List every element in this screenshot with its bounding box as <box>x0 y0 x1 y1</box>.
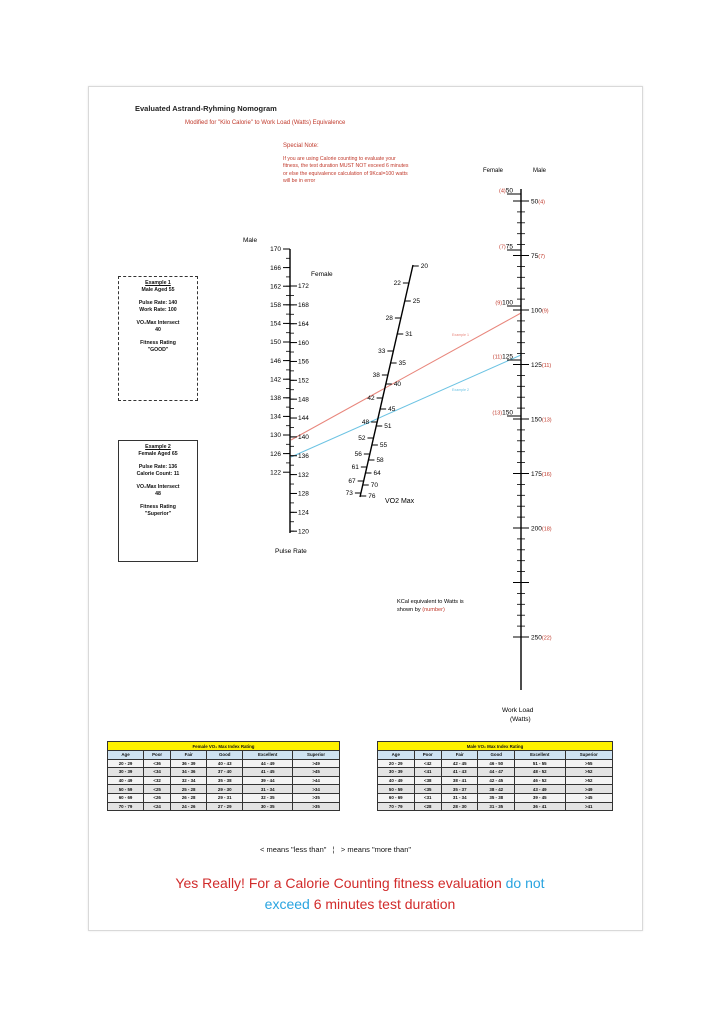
work-male-label <box>531 199 545 206</box>
vo2-right-tick-label: 58 <box>376 457 384 465</box>
work-male-watts: 125 <box>531 362 542 369</box>
work-female-kcal: (11) <box>492 354 503 361</box>
vo2-right-tick-label: 70 <box>370 482 378 490</box>
table-cell: 27 - 29 <box>207 802 243 811</box>
special-note-line: fitness, the test duration MUST NOT exceed 6 minutes <box>283 163 409 170</box>
table-caption: Male VO₂ Max Index Rating <box>378 742 613 751</box>
table-row <box>108 759 340 768</box>
vo2-left-tick-label: 67 <box>348 478 356 486</box>
work-male-watts: 100 <box>531 307 542 315</box>
vo2-left-tick-label: 33 <box>378 348 386 356</box>
footer-text-3: exceed <box>264 896 310 912</box>
table-header-row <box>378 751 613 760</box>
table-cell: 44 - 49 <box>243 759 293 768</box>
pulse-rate-label: Pulse Rate <box>275 548 307 555</box>
table-cell: 40 - 49 <box>108 776 144 785</box>
footer-text-4: 6 minutes test duration <box>313 896 456 912</box>
column-header: Fair <box>441 751 478 760</box>
pulse-female-tick-label: 152 <box>298 377 309 385</box>
table-cell: 51 - 55 <box>515 759 566 768</box>
work-male-watts: 175 <box>531 471 542 478</box>
pulse-male-tick-label: 126 <box>270 450 281 458</box>
example2-pulse: Pulse Rate: 136 <box>138 464 178 470</box>
column-header: Fair <box>171 751 207 760</box>
kcal-note-line: KCal equivalent to Watts is <box>397 599 464 605</box>
table-cell: 60 - 69 <box>378 793 415 802</box>
column-header: Poor <box>144 751 171 760</box>
example1-fitness-value: "GOOD" <box>147 347 169 353</box>
table-cell: 29 - 31 <box>207 793 243 802</box>
work-female-label <box>499 244 513 251</box>
table-caption: Female VO₂ Max Index Rating <box>108 742 340 751</box>
pulse-male-tick-label: 158 <box>270 302 281 309</box>
pulse-male-tick-label: 162 <box>270 283 281 291</box>
pulse-female-tick-label: 168 <box>298 302 309 310</box>
table-cell: <42 <box>414 759 441 768</box>
pulse-male-tick-label: 134 <box>270 413 281 421</box>
work-male-kcal: (13) <box>541 417 552 424</box>
work-female-header: Female <box>483 168 504 174</box>
column-header: Superior <box>565 751 612 760</box>
table-row <box>108 802 340 811</box>
symbol-legend <box>260 845 411 854</box>
work-male-label <box>531 417 552 424</box>
kcal-note-text: shown by <box>397 607 421 613</box>
vo2-right-tick-label: 40 <box>393 381 402 389</box>
work-female-kcal: (9) <box>495 300 503 307</box>
table-cell: 30 - 35 <box>243 802 293 811</box>
work-female-label <box>499 188 513 195</box>
work-female-label <box>495 300 513 307</box>
table-cell: <25 <box>144 785 171 794</box>
pulse-male-tick-label: 142 <box>270 376 281 384</box>
special-note-line: will be in error <box>283 178 316 185</box>
table-cell: 31 - 34 <box>441 793 478 802</box>
special-note-line: If you are using Calorie counting to evaluate your <box>283 156 396 162</box>
table-cell: >55 <box>565 759 612 768</box>
column-header: Age <box>378 751 415 760</box>
work-male-label <box>531 362 551 369</box>
table-row <box>108 793 340 802</box>
pulse-male-header: Male <box>243 237 258 244</box>
work-female-watts: 75 <box>505 243 513 251</box>
vo2-axis <box>360 265 413 497</box>
work-male-label <box>531 253 545 260</box>
table-cell: <26 <box>144 793 171 802</box>
pulse-male-tick-label: 146 <box>270 357 281 365</box>
table-cell: >52 <box>565 776 612 785</box>
column-header: Poor <box>414 751 441 760</box>
vo2-right-tick-label: 55 <box>379 442 388 450</box>
table-cell: 41 - 45 <box>243 768 293 777</box>
table-cell: 42 - 45 <box>441 759 478 768</box>
table-cell: 34 - 36 <box>171 768 207 777</box>
column-header: Excellent <box>243 751 293 760</box>
work-male-kcal: (16) <box>541 472 552 478</box>
footer-text-2: do not <box>505 875 545 891</box>
example2-calories: Calorie Count: 11 <box>136 471 180 477</box>
vo2-right-tick-label: 64 <box>373 470 381 478</box>
work-load-label: Work Load <box>502 707 534 714</box>
work-male-label <box>531 308 549 315</box>
table-cell: 38 - 41 <box>441 776 478 785</box>
table-cell: >52 <box>565 768 612 777</box>
column-header: Excellent <box>515 751 566 760</box>
pulse-female-tick-label: 156 <box>298 358 309 366</box>
column-header: Age <box>108 751 144 760</box>
vo2-right-tick-label: 35 <box>398 360 406 368</box>
legend-separator: ¦ <box>332 845 335 854</box>
vo2-right-tick-label: 31 <box>405 331 413 339</box>
table-cell: 46 - 52 <box>515 776 566 785</box>
table-row <box>378 785 613 794</box>
table-cell: >35 <box>293 793 340 802</box>
pulse-male-tick-label: 138 <box>270 395 281 402</box>
table-cell: 20 - 29 <box>378 759 415 768</box>
table-row <box>378 768 613 777</box>
table-cell: >41 <box>565 802 612 811</box>
table-cell: 41 - 43 <box>441 768 478 777</box>
table-cell: 44 - 47 <box>478 768 515 777</box>
table-cell: 36 - 39 <box>171 759 207 768</box>
table-cell: 35 - 38 <box>478 793 515 802</box>
pulse-female-tick-label: 128 <box>298 490 309 498</box>
column-header: Good <box>478 751 515 760</box>
table-cell: 31 - 34 <box>243 785 293 794</box>
example2-vo2-label: VO₂Max Intersect <box>136 484 180 490</box>
pulse-female-tick-label: 136 <box>298 452 309 460</box>
table-cell: >34 <box>293 785 340 794</box>
footer-warning <box>120 873 600 915</box>
table-cell: <38 <box>414 776 441 785</box>
work-female-label <box>492 410 513 417</box>
example2-subject: Female Aged 65 <box>138 451 178 457</box>
pulse-rate-scale <box>270 246 309 535</box>
example1-pulse: Pulse Rate: 140 <box>138 300 178 306</box>
table-cell: 24 - 26 <box>171 802 207 811</box>
table-cell: <36 <box>144 759 171 768</box>
work-male-label <box>531 635 552 642</box>
table-header-row <box>108 751 340 760</box>
female-vo2-table <box>107 741 340 811</box>
vo2-right-tick-label: 51 <box>384 423 392 431</box>
table-cell: 46 - 50 <box>478 759 515 768</box>
vo2-max-label: VO2 Max <box>385 498 415 505</box>
table-cell: 35 - 37 <box>441 785 478 794</box>
table-cell: 30 - 39 <box>378 768 415 777</box>
table-cell: 48 - 52 <box>515 768 566 777</box>
table-row <box>378 776 613 785</box>
table-cell: 20 - 29 <box>108 759 144 768</box>
work-female-watts: 100 <box>502 299 513 307</box>
example1-vo2-value: 40 <box>155 327 161 333</box>
table-cell: >49 <box>293 759 340 768</box>
table-row <box>108 768 340 777</box>
table-cell: 40 - 49 <box>378 776 415 785</box>
work-male-label <box>531 471 552 478</box>
work-female-watts: 125 <box>502 353 513 361</box>
table-cell: 31 - 35 <box>478 802 515 811</box>
example1-fitness-label: Fitness Rating <box>140 340 176 346</box>
table-cell: >45 <box>565 793 612 802</box>
column-header: Good <box>207 751 243 760</box>
pulse-female-tick-label: 164 <box>298 320 309 328</box>
table-cell: <32 <box>144 776 171 785</box>
table-cell: 26 - 28 <box>171 793 207 802</box>
kcal-note-line <box>397 607 445 613</box>
work-male-kcal: (4) <box>538 199 545 206</box>
example1-subject: Male Aged 55 <box>141 287 175 293</box>
work-male-watts: 200 <box>531 525 542 533</box>
vo2-left-tick-label: 22 <box>393 280 401 288</box>
table-cell: 70 - 79 <box>378 802 415 811</box>
table-cell: <35 <box>414 785 441 794</box>
example2-fitness-label: Fitness Rating <box>140 504 176 510</box>
table-cell: 25 - 28 <box>171 785 207 794</box>
pulse-female-tick-label: 140 <box>298 434 309 442</box>
vo2-left-tick-label: 52 <box>358 435 366 443</box>
vo2-right-tick-label: 20 <box>420 263 429 271</box>
work-female-kcal: (4) <box>499 188 506 195</box>
table-cell: >44 <box>293 776 340 785</box>
table-cell: <28 <box>414 802 441 811</box>
work-load-unit: (Watts) <box>510 716 531 723</box>
work-female-watts: 50 <box>505 187 513 195</box>
work-male-watts: 75 <box>531 253 539 260</box>
work-male-watts: 250 <box>531 634 542 642</box>
table-cell: >49 <box>565 785 612 794</box>
vo2-left-tick-label: 42 <box>367 395 375 403</box>
table-cell: 42 - 45 <box>478 776 515 785</box>
work-male-kcal: (18) <box>541 526 552 533</box>
example2-line-label: Example 2 <box>452 388 469 392</box>
pulse-male-tick-label: 150 <box>270 339 281 347</box>
table-row <box>378 793 613 802</box>
table-cell: <24 <box>144 802 171 811</box>
column-header: Superior <box>293 751 340 760</box>
vo2-left-tick-label: 48 <box>361 419 370 427</box>
kcal-note-number: (number) <box>422 607 445 613</box>
work-male-kcal: (22) <box>541 635 552 642</box>
vo2-right-tick-label: 25 <box>412 298 421 306</box>
work-male-header: Male <box>533 168 547 174</box>
example1-line-label: Example 1 <box>452 333 469 337</box>
pulse-male-tick-label: 154 <box>270 320 281 328</box>
pulse-male-tick-label: 170 <box>270 246 281 254</box>
example2-fitness-value: "Superior" <box>144 511 172 517</box>
table-cell: 39 - 45 <box>515 793 566 802</box>
example1-vo2-label: VO₂Max Intersect <box>136 320 180 326</box>
work-male-label <box>531 526 552 533</box>
pulse-male-tick-label: 122 <box>270 469 281 477</box>
less-than-legend: < means "less than" <box>260 845 327 854</box>
table-cell: 35 - 38 <box>207 776 243 785</box>
vo2-right-tick-label: 45 <box>388 406 396 414</box>
table-cell: >45 <box>293 768 340 777</box>
pulse-male-tick-label: 166 <box>270 264 281 272</box>
table-cell: 37 - 40 <box>207 768 243 777</box>
example2-box <box>118 440 198 562</box>
work-female-watts: 150 <box>502 409 513 417</box>
vo2-left-tick-label: 38 <box>372 372 380 380</box>
nomogram-title: Evaluated Astrand-Ryhming Nomogram <box>135 104 277 113</box>
table-cell: 36 - 41 <box>515 802 566 811</box>
example2-vo2-value: 48 <box>155 491 161 497</box>
table-cell: 29 - 30 <box>207 785 243 794</box>
nomogram-subtitle: Modified for "Kilo Calorie" to Work Load (Watts) Equivalence <box>185 120 346 126</box>
work-male-kcal: (9) <box>541 308 549 315</box>
table-cell: 32 - 35 <box>243 793 293 802</box>
table-cell: 38 - 42 <box>478 785 515 794</box>
work-male-watts: 50 <box>531 198 539 206</box>
table-cell: 28 - 30 <box>441 802 478 811</box>
table-cell: 32 - 34 <box>171 776 207 785</box>
vo2-max-scale <box>346 263 429 500</box>
special-note-heading: Special Note: <box>283 143 319 149</box>
example2-heading: Example 2 <box>145 444 171 450</box>
table-cell: 50 - 59 <box>108 785 144 794</box>
work-female-kcal: (7) <box>499 244 506 251</box>
example1-work: Work Rate: 100 <box>139 307 177 313</box>
work-female-kcal: (13) <box>492 410 503 417</box>
vo2-left-tick-label: 56 <box>354 451 362 459</box>
table-cell: 39 - 44 <box>243 776 293 785</box>
pulse-female-tick-label: 132 <box>298 471 309 479</box>
example1-box <box>118 276 198 401</box>
work-male-kcal: (7) <box>538 254 545 260</box>
pulse-female-tick-label: 172 <box>298 283 309 291</box>
pulse-female-tick-label: 160 <box>298 339 309 347</box>
work-male-watts: 150 <box>531 416 542 424</box>
pulse-female-header: Female <box>311 271 333 278</box>
footer-text-1: Yes Really! For a Calorie Counting fitness evaluation <box>175 875 502 891</box>
table-cell: 60 - 69 <box>108 793 144 802</box>
work-male-kcal: (11) <box>541 363 552 369</box>
pulse-female-tick-label: 120 <box>298 528 309 536</box>
table-cell: <41 <box>414 768 441 777</box>
work-female-label <box>493 354 514 361</box>
pulse-female-tick-label: 148 <box>298 396 309 404</box>
more-than-legend: > means "more than" <box>340 845 412 854</box>
table-cell: >35 <box>293 802 340 811</box>
table-row <box>378 802 613 811</box>
vo2-right-tick-label: 76 <box>368 493 376 501</box>
table-cell: 30 - 39 <box>108 768 144 777</box>
special-note-line: or else the equivalence calculation of 9Kcal=100 watts <box>283 170 408 177</box>
pulse-male-tick-label: 130 <box>270 432 281 440</box>
pulse-female-tick-label: 124 <box>298 509 309 517</box>
vo2-left-tick-label: 61 <box>351 464 359 472</box>
table-row <box>378 759 613 768</box>
table-cell: <34 <box>144 768 171 777</box>
table-row <box>108 785 340 794</box>
example1-heading: Example 1 <box>145 280 171 286</box>
table-cell: <31 <box>414 793 441 802</box>
vo2-left-tick-label: 73 <box>345 490 353 498</box>
table-cell: 50 - 59 <box>378 785 415 794</box>
example2-line <box>291 355 521 457</box>
vo2-left-tick-label: 28 <box>385 315 393 323</box>
male-vo2-table <box>377 741 613 811</box>
table-cell: 40 - 43 <box>207 759 243 768</box>
table-cell: 43 - 49 <box>515 785 566 794</box>
work-load-scale <box>492 188 551 691</box>
pulse-female-tick-label: 144 <box>298 415 309 423</box>
table-row <box>108 776 340 785</box>
table-cell: 70 - 79 <box>108 802 144 811</box>
